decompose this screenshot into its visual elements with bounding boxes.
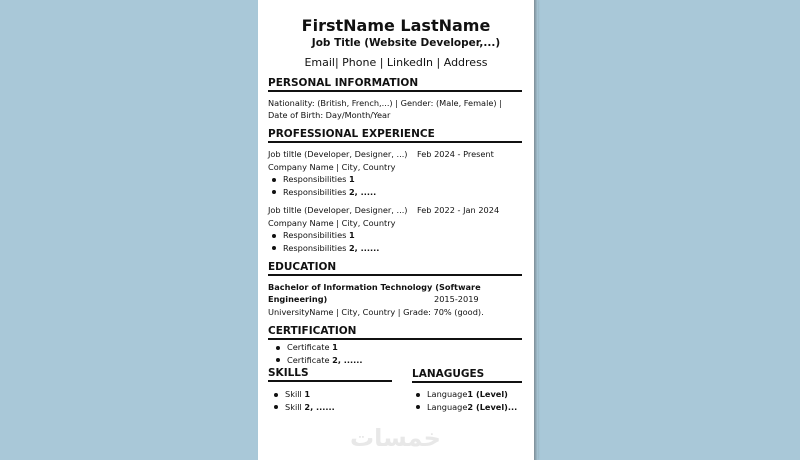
list-item: Language2 (Level)...	[412, 401, 517, 414]
personal-info-line-1: Nationality: (British, French,...) | Gender: (Male, Female) |	[268, 98, 502, 108]
section-heading-languages: LANAGUGES	[412, 368, 522, 383]
resume-page	[258, 0, 534, 460]
page-edge-shadow	[534, 0, 538, 460]
list-item: Skill 1	[270, 388, 335, 401]
education-details: UniversityName | City, Country | Grade: 70% (good).	[268, 307, 484, 317]
job-2-title: Job tiltle (Developer, Designer, ...)	[268, 205, 408, 215]
resume-contact-line: Email| Phone | LinkedIn | Address	[304, 56, 488, 69]
job-1-dates: Feb 2024 - Present	[417, 149, 494, 159]
job-2-dates: Feb 2022 - Jan 2024	[417, 205, 500, 215]
languages-list	[412, 388, 517, 413]
list-item: Responsibilities 1	[268, 229, 379, 242]
skills-list	[270, 388, 335, 413]
degree-line-2: Engineering)	[268, 294, 328, 304]
job-2-responsibilities	[268, 229, 379, 254]
list-item: Certificate 1	[272, 341, 362, 354]
section-heading-education: EDUCATION	[268, 261, 522, 276]
job-1-title: Job tiltle (Developer, Designer, ...)	[268, 149, 408, 159]
watermark-logo: خمسات	[350, 424, 441, 452]
list-item: Responsibilities 2, .....	[268, 186, 376, 199]
section-heading-experience: PROFESSIONAL EXPERIENCE	[268, 128, 522, 143]
section-heading-certification: CERTIFICATION	[268, 325, 522, 340]
job-1-company: Company Name | City, Country	[268, 162, 396, 172]
resume-name: FirstName LastName	[301, 16, 491, 35]
job-2-company: Company Name | City, Country	[268, 218, 396, 228]
list-item: Language1 (Level)	[412, 388, 517, 401]
degree-line-1: Bachelor of Information Technology (Software	[268, 282, 481, 292]
list-item: Responsibilities 1	[268, 173, 376, 186]
resume-job-title: Job Title (Website Developer,...)	[311, 37, 501, 49]
section-heading-personal: PERSONAL INFORMATION	[268, 77, 522, 92]
section-heading-skills: SKILLS	[268, 367, 392, 382]
job-1-responsibilities	[268, 173, 376, 198]
list-item: Responsibilities 2, ......	[268, 242, 379, 255]
list-item: Certificate 2, ......	[272, 354, 362, 367]
list-item: Skill 2, ......	[270, 401, 335, 414]
education-years: 2015-2019	[434, 294, 479, 304]
certification-list	[272, 341, 362, 366]
personal-info-line-2: Date of Birth: Day/Month/Year	[268, 110, 391, 120]
